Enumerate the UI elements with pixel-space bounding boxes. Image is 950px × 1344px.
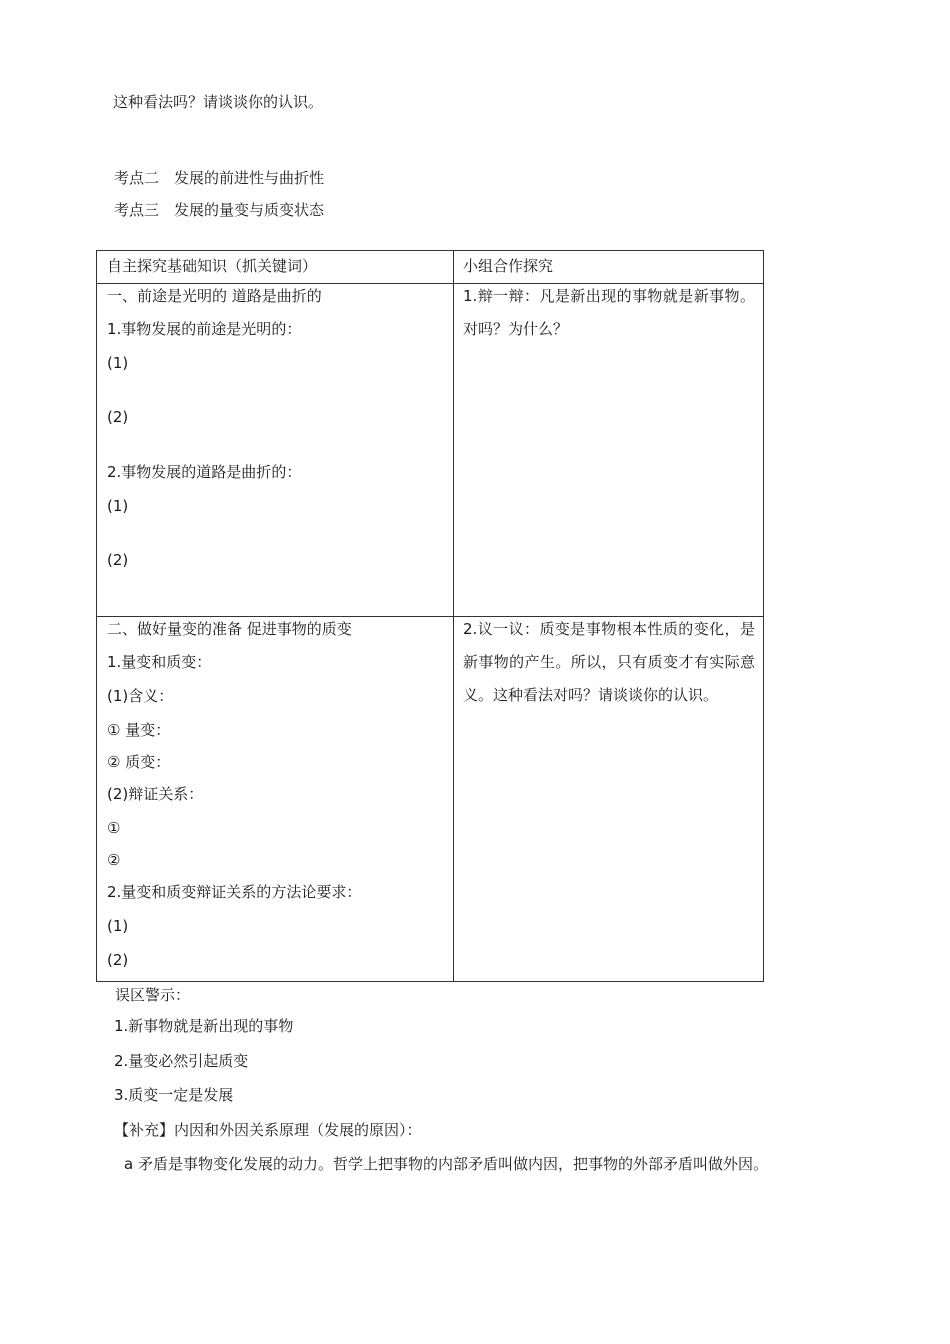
section1-left-cell [96,283,454,617]
section2-item1-sub1: (1)含义： [107,687,174,705]
section1-item2: 2.事物发展的道路是曲折的： [107,463,302,481]
section2-item1-c1: ① 量变： [107,721,171,739]
warning-item: 2.量变必然引起质变 [114,1052,249,1070]
header-cell-left [96,250,454,284]
section2-right-cell [453,616,764,982]
section2-item1: 1.量变和质变： [107,653,212,671]
section2-item2: 2.量变和质变辩证关系的方法论要求： [107,883,362,901]
section2-discussion: 2.议一议：质变是事物根本性质的变化，是新事物的产生。所以，只有质变才有实际意义。这种看法对吗？请谈谈你的认识。 [463,620,755,704]
section2-item2-a: (1) [107,917,129,935]
topic-heading: 考点三 发展的量变与质变状态 [114,201,325,219]
warning-item: 3.质变一定是发展 [114,1086,234,1104]
section1-item2-b: (2) [107,551,129,569]
section2-item1-d2: ② [107,851,121,869]
section2-title: 二、做好量变的准备 促进事物的质变 [107,620,352,638]
section2-item1-sub2: (2)辩证关系： [107,785,204,803]
study-table [96,250,764,982]
section1-discussion: 1.辩一辩：凡是新出现的事物就是新事物。对吗？为什么？ [463,287,755,338]
section1-item2-a: (1) [107,497,129,515]
section1-right-cell [453,283,764,617]
section1-item1-b: (2) [107,408,129,426]
header-right-label: 小组合作探究 [463,257,554,275]
section2-item1-d1: ① [107,819,121,837]
supplement-title: 【补充】内因和外因关系原理（发展的原因）： [114,1121,422,1139]
section2-item2-b: (2) [107,951,129,969]
header-cell-right [453,250,764,284]
intro-fragment: 这种看法吗？请谈谈你的认识。 [113,93,324,111]
header-left-label: 自主探究基础知识（抓关键词） [107,257,318,275]
section2-item1-c2: ② 质变： [107,753,171,771]
warnings-title: 误区警示： [115,986,191,1004]
topic-heading: 考点二 发展的前进性与曲折性 [114,169,325,187]
supplement-text: a 矛盾是事物变化发展的动力。哲学上把事物的内部矛盾叫做内因，把事物的外部矛盾叫做外因。 [124,1155,768,1173]
warning-item: 1.新事物就是新出现的事物 [114,1017,294,1035]
section1-item1-a: (1) [107,354,129,372]
section2-left-cell [96,616,454,982]
section1-title: 一、前途是光明的 道路是曲折的 [107,287,322,305]
section1-item1: 1.事物发展的前途是光明的： [107,320,302,338]
